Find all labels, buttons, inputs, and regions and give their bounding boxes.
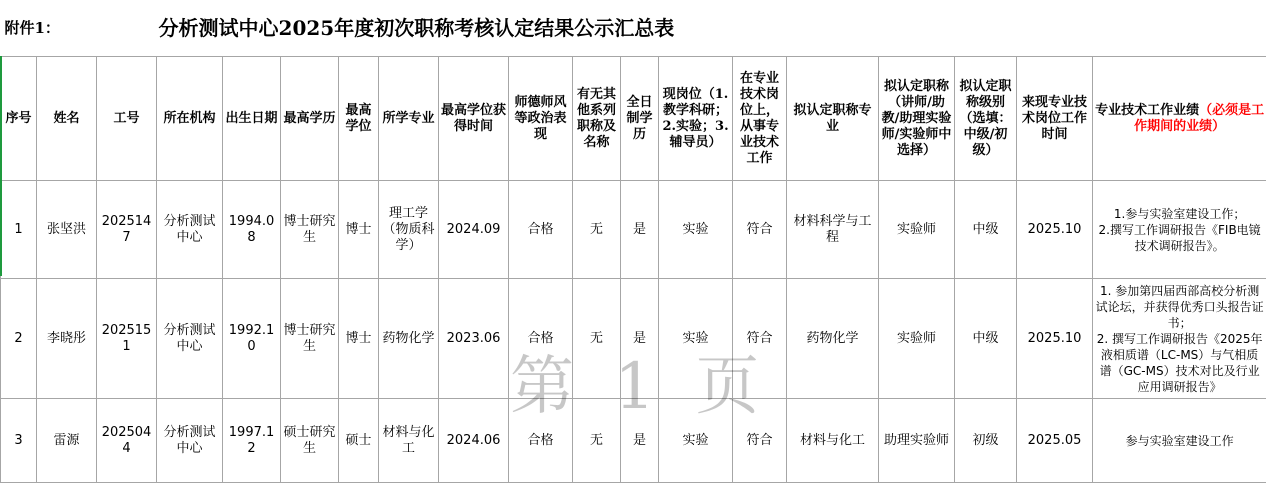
cell-other-title[interactable]: 无 [573,279,621,399]
cell-seq[interactable]: 2 [1,279,37,399]
cell-in-post[interactable]: 符合 [733,279,787,399]
cell-title-level[interactable]: 中级 [955,181,1017,279]
header-id: 工号 [97,57,157,181]
cell-birth[interactable]: 1997.12 [223,399,281,483]
cell-title-level[interactable]: 中级 [955,279,1017,399]
cell-degree[interactable]: 硕士 [339,399,379,483]
cell-title-major[interactable]: 药物化学 [787,279,879,399]
cell-other-title[interactable]: 无 [573,181,621,279]
cell-edu[interactable]: 硕士研究生 [281,399,339,483]
cell-major[interactable]: 材料与化工 [379,399,439,483]
cell-fulltime[interactable]: 是 [621,399,659,483]
cell-seq[interactable]: 1 [1,181,37,279]
header-degree-time: 最高学位获得时间 [439,57,509,181]
header-other-title: 有无其他系列职称及名称 [573,57,621,181]
header-title-major: 拟认定职称专业 [787,57,879,181]
achievement-line: 参与实验室建设工作 [1125,433,1234,448]
cell-org[interactable]: 分析测试中心 [157,399,223,483]
cell-post[interactable]: 实验 [659,399,733,483]
selection-bar [0,56,2,276]
header-degree: 最高学位 [339,57,379,181]
cell-degree-time[interactable]: 2024.06 [439,399,509,483]
cell-ethics[interactable]: 合格 [509,181,573,279]
achievement-line: 1.参与实验室建设工作； [1113,206,1246,221]
header-title-level: 拟认定职称级别（选填：中级/初级） [955,57,1017,181]
cell-title-name[interactable]: 助理实验师 [879,399,955,483]
cell-post[interactable]: 实验 [659,279,733,399]
cell-title-name[interactable]: 实验师 [879,181,955,279]
cell-fulltime[interactable]: 是 [621,181,659,279]
cell-achievements[interactable] [1093,399,1266,483]
cell-in-post[interactable]: 符合 [733,181,787,279]
cell-id[interactable]: 2025044 [97,399,157,483]
table-row [1,279,1266,399]
header-name: 姓名 [37,57,97,181]
achievement-line: 1. 参加第四届西部高校分析测试论坛，并获得优秀口头报告证书； [1095,283,1264,330]
header-achievements [1093,57,1266,181]
cell-major[interactable]: 药物化学 [379,279,439,399]
table-row [1,399,1266,483]
header-edu: 最高学历 [281,57,339,181]
cell-title-level[interactable]: 初级 [955,399,1017,483]
cell-id[interactable]: 2025151 [97,279,157,399]
cell-birth[interactable]: 1994.08 [223,181,281,279]
achievements-label: 专业技术工作业绩 [1095,102,1200,118]
cell-in-post[interactable]: 符合 [733,399,787,483]
header-birth: 出生日期 [223,57,281,181]
cell-achievements[interactable] [1093,181,1266,279]
page-watermark: 第 1 页 [510,350,770,424]
table-row [1,181,1266,279]
cell-degree-time[interactable]: 2023.06 [439,279,509,399]
header-start-time: 来现专业技术岗位工作时间 [1017,57,1093,181]
cell-post[interactable]: 实验 [659,181,733,279]
cell-fulltime[interactable]: 是 [621,279,659,399]
cell-id[interactable]: 2025147 [97,181,157,279]
cell-degree[interactable]: 博士 [339,279,379,399]
cell-start-time[interactable]: 2025.10 [1017,181,1093,279]
header-ethics: 师德师风等政治表现 [509,57,573,181]
achievement-line: 2. 撰写工作调研报告《2025年液相质谱（LC-MS）与气相质谱（GC-MS）技术对比及行业应用调研报告》 [1096,331,1263,394]
cell-birth[interactable]: 1992.10 [223,279,281,399]
attachment-label: 附件1： [4,19,60,37]
cell-major[interactable]: 理工学（物质科学） [379,181,439,279]
cell-degree-time[interactable]: 2024.09 [439,181,509,279]
cell-edu[interactable]: 博士研究生 [281,279,339,399]
achievement-line: 2.撰写工作调研报告《FIB电镜技术调研报告》。 [1098,222,1261,253]
header-in-post: 在专业技术岗位上，从事专业技术工作 [733,57,787,181]
header-major: 所学专业 [379,57,439,181]
header-org: 所在机构 [157,57,223,181]
cell-name[interactable]: 雷源 [37,399,97,483]
cell-achievements[interactable] [1093,279,1266,399]
header-seq: 序号 [1,57,37,181]
achievements-note: （必须是工作期间的业绩） [1134,102,1265,134]
cell-org[interactable]: 分析测试中心 [157,279,223,399]
cell-name[interactable]: 李晓彤 [37,279,97,399]
cell-degree[interactable]: 博士 [339,181,379,279]
cell-title-major[interactable]: 材料与化工 [787,399,879,483]
cell-start-time[interactable]: 2025.10 [1017,279,1093,399]
cell-edu[interactable]: 博士研究生 [281,181,339,279]
cell-title-name[interactable]: 实验师 [879,279,955,399]
header-fulltime: 全日制学历 [621,57,659,181]
cell-ethics[interactable]: 合格 [509,399,573,483]
cell-other-title[interactable]: 无 [573,399,621,483]
cell-ethics[interactable]: 合格 [509,279,573,399]
header-post: 现岗位（1.教学科研；2.实验；3.辅导员） [659,57,733,181]
page-title: 分析测试中心2025年度初次职称考核认定结果公示汇总表 [158,16,675,40]
cell-org[interactable]: 分析测试中心 [157,181,223,279]
cell-name[interactable]: 张坚洪 [37,181,97,279]
header-title-name: 拟认定职称（讲师/助教/助理实验师/实验师中选择） [879,57,955,181]
cell-seq[interactable]: 3 [1,399,37,483]
cell-title-major[interactable]: 材料科学与工程 [787,181,879,279]
cell-start-time[interactable]: 2025.05 [1017,399,1093,483]
